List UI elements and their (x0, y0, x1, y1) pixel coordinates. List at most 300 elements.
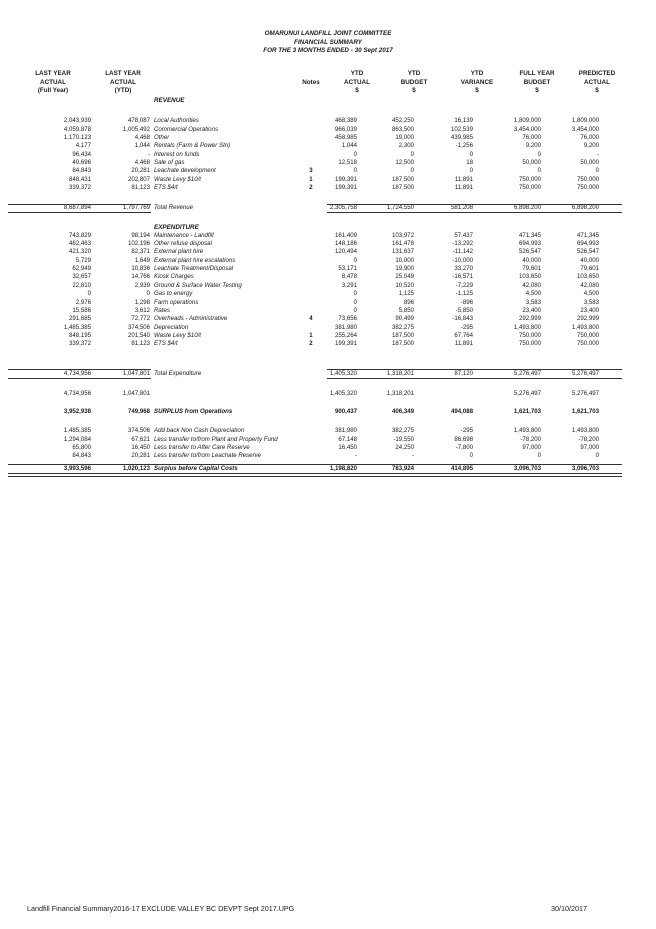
full-year-budget-cell: 0 (537, 452, 541, 460)
row-label: Less transfer to/from Plant and Property Fund (154, 435, 278, 443)
rule-expenditure-total-right (327, 378, 622, 379)
last-year-ytd-cell: 1,797,769 (122, 204, 150, 212)
predicted-actual-cell: 1,621,703 (571, 407, 599, 415)
revenue-row (0, 117, 656, 125)
last-year-full-cell: 40,696 (72, 159, 91, 167)
last-year-ytd-cell: 749,968 (127, 407, 150, 415)
ytd-actual-cell: 53,171 (338, 265, 357, 273)
predicted-actual-cell: 4,500 (583, 290, 599, 298)
predicted-actual-cell: 0 (595, 167, 599, 175)
rule-expenditure-subtotal-left (8, 369, 151, 370)
ytd-actual-cell: 1,198,820 (329, 465, 357, 473)
row-label: Leachate Treatment/Disposal (154, 265, 234, 273)
row-label: Less transfer to After Care Reserve (154, 443, 250, 451)
row-label: Ground & Surface Water Testing (154, 281, 242, 289)
predicted-actual-cell: 526,547 (576, 248, 599, 256)
last-year-ytd-cell: 1,020,123 (122, 465, 150, 473)
note-cell: 1 (309, 175, 313, 183)
last-year-full-cell: 4,734,956 (63, 369, 91, 377)
expenditure-row (0, 248, 656, 256)
ytd-actual-cell: 0 (353, 256, 357, 264)
last-year-full-cell: 96,434 (72, 150, 91, 158)
footer-date: 30/10/2017 (551, 904, 587, 913)
last-year-full-cell: 3,952,938 (63, 407, 91, 415)
col-header-line: BUDGET (523, 78, 551, 86)
predicted-actual-cell: 1,493,800 (571, 323, 599, 331)
last-year-full-cell: 8,687,894 (63, 204, 91, 212)
section-revenue: REVENUE (154, 97, 185, 104)
last-year-ytd-cell: 1,044 (134, 142, 150, 150)
revenue-row (0, 176, 656, 184)
ytd-variance-cell: -7,229 (455, 281, 473, 289)
ytd-budget-cell: 406,349 (391, 407, 414, 415)
ytd-actual-cell: 199,391 (334, 184, 357, 192)
row-label: Add back Non Cash Depreciation (154, 427, 245, 435)
full-year-budget-cell: 471,345 (518, 231, 541, 239)
row-label: External plant hire (154, 248, 204, 256)
last-year-ytd-cell: 1,047,801 (122, 369, 150, 377)
last-year-full-cell: 15,586 (72, 306, 91, 314)
full-year-budget-cell: 9,200 (525, 142, 541, 150)
total-expenditure-row (0, 370, 656, 378)
ytd-actual-cell: 3,291 (341, 281, 357, 289)
row-label: Depreciation (154, 323, 189, 331)
full-year-budget-cell: 3,096,703 (513, 465, 541, 473)
last-year-ytd-cell: 202,807 (127, 175, 150, 183)
expenditure-row (0, 240, 656, 248)
col-header-line: $ (412, 87, 416, 95)
col-header-line: (YTD) (114, 87, 132, 95)
last-year-full-cell: 2,043,939 (63, 117, 91, 125)
full-year-budget-cell: 750,000 (518, 175, 541, 183)
ytd-variance-cell: 57,437 (454, 231, 473, 239)
note-cell: 3 (309, 167, 313, 175)
ytd-variance-cell: 67,764 (454, 332, 473, 340)
col-header-ytd-actual (327, 70, 387, 96)
ytd-budget-cell: 90,499 (395, 315, 414, 323)
ytd-variance-cell: -1,256 (455, 142, 473, 150)
col-header-line: PREDICTED (578, 70, 616, 77)
note-cell: 4 (309, 315, 313, 323)
last-year-ytd-cell: 98,194 (131, 231, 150, 239)
adjustment-row (0, 452, 656, 460)
ytd-actual-cell: 966,039 (334, 125, 357, 133)
predicted-actual-cell: 42,080 (580, 281, 599, 289)
col-header-line: LAST YEAR (105, 70, 141, 77)
col-header-ytd-variance (444, 70, 510, 96)
ytd-actual-cell: 2,305,758 (329, 204, 357, 212)
row-label: Waste Levy $10/t (154, 332, 201, 340)
ytd-actual-cell: 0 (353, 167, 357, 175)
revenue-row (0, 126, 656, 134)
row-label: Gas to energy (154, 290, 193, 298)
row-label: Rentals (Farm & Power Stn) (154, 142, 231, 150)
ytd-variance-cell: 0 (469, 150, 473, 158)
row-label: ETS $4/t (154, 184, 178, 192)
predicted-actual-cell: 3,583 (583, 298, 599, 306)
ytd-budget-cell: 25,049 (395, 273, 414, 281)
row-label: Maintenance - Landfill (154, 231, 214, 239)
adjustment-row (0, 436, 656, 444)
expenditure-row (0, 257, 656, 265)
row-label: Other refuse disposal (154, 239, 212, 247)
ytd-actual-cell: 0 (353, 298, 357, 306)
predicted-actual-cell: 40,000 (580, 256, 599, 264)
col-header-line: ACTUAL (584, 78, 610, 86)
last-year-full-cell: 4,177 (75, 142, 91, 150)
col-header-line: $ (535, 87, 539, 95)
last-year-full-cell: 1,170,123 (63, 133, 91, 141)
revenue-row (0, 151, 656, 159)
predicted-actual-cell: 23,400 (580, 306, 599, 314)
last-year-ytd-cell: 1,298 (134, 298, 150, 306)
predicted-actual-cell: 750,000 (576, 175, 599, 183)
ytd-budget-cell: 10,520 (395, 281, 414, 289)
ytd-actual-cell: 458,985 (334, 133, 357, 141)
last-year-full-cell: 1,485,385 (63, 427, 91, 435)
ytd-variance-cell: -13,292 (452, 239, 473, 247)
ytd-budget-cell: 783,924 (391, 465, 414, 473)
ytd-budget-cell: 0 (410, 150, 414, 158)
last-year-full-cell: 84,843 (72, 167, 91, 175)
expenditure-row (0, 265, 656, 273)
last-year-full-cell: 4,059,878 (63, 125, 91, 133)
surplus-row (0, 408, 656, 416)
last-year-ytd-cell: 20,281 (131, 167, 150, 175)
last-year-full-cell: 22,810 (72, 281, 91, 289)
last-year-ytd-cell: 374,506 (127, 323, 150, 331)
ytd-variance-cell: 0 (469, 452, 473, 460)
row-label: SURPLUS from Operations (154, 407, 233, 415)
last-year-ytd-cell: 1,649 (134, 256, 150, 264)
last-year-ytd-cell: 201,540 (127, 332, 150, 340)
last-year-full-cell: 1,294,084 (63, 435, 91, 443)
ytd-actual-cell: 16,450 (338, 443, 357, 451)
expenditure-row (0, 340, 656, 348)
ytd-budget-cell: 1,125 (398, 290, 414, 298)
col-header-line: FULL YEAR (519, 70, 555, 77)
predicted-actual-cell: 103,650 (576, 273, 599, 281)
ytd-actual-cell: 1,405,320 (329, 389, 357, 397)
expenditure-row (0, 290, 656, 298)
last-year-full-cell: 0 (87, 290, 91, 298)
last-year-ytd-cell: 81,123 (131, 340, 150, 348)
revenue-row (0, 159, 656, 167)
expenditure-row (0, 324, 656, 332)
last-year-full-cell: 65,800 (72, 443, 91, 451)
last-year-full-cell: 84,843 (72, 452, 91, 460)
ytd-budget-cell: 382,275 (391, 323, 414, 331)
full-year-budget-cell: 6,898,200 (513, 204, 541, 212)
rule-expenditure-total-left (8, 378, 151, 379)
col-header-line: $ (595, 87, 599, 95)
last-year-full-cell: 421,320 (68, 248, 91, 256)
last-year-ytd-cell: 67,621 (131, 435, 150, 443)
last-year-full-cell: 32,657 (72, 273, 91, 281)
predicted-actual-cell: - (596, 150, 599, 158)
predicted-actual-cell: 694,993 (576, 239, 599, 247)
expenditure-row (0, 282, 656, 290)
expenditure-summary-row (0, 390, 656, 398)
predicted-actual-cell: 9,200 (583, 142, 599, 150)
col-header-line: VARIANCE (460, 78, 494, 86)
last-year-ytd-cell: 374,506 (127, 427, 150, 435)
section-expenditure: EXPENDITURE (154, 223, 199, 231)
predicted-actual-cell: -78,200 (578, 435, 599, 443)
ytd-budget-cell: 452,250 (391, 117, 414, 125)
ytd-variance-cell: 0 (469, 167, 473, 175)
col-header-line: YTD (350, 70, 364, 77)
ytd-variance-cell: 33,270 (454, 265, 473, 273)
full-year-budget-cell: 103,650 (518, 273, 541, 281)
ytd-variance-cell: 11,891 (454, 184, 473, 192)
note-cell: 2 (309, 340, 313, 348)
revenue-row (0, 142, 656, 150)
ytd-actual-cell: 8,478 (341, 273, 357, 281)
revenue-row (0, 134, 656, 142)
full-year-budget-cell: 5,276,497 (513, 389, 541, 397)
last-year-ytd-cell: 20,281 (131, 452, 150, 460)
full-year-budget-cell: -78,200 (520, 435, 541, 443)
col-header-line: LAST YEAR (35, 70, 71, 77)
predicted-actual-cell: 292,999 (576, 315, 599, 323)
ytd-budget-cell: 19,000 (395, 133, 414, 141)
predicted-actual-cell: 750,000 (576, 332, 599, 340)
last-year-ytd-cell: - (147, 150, 150, 158)
last-year-ytd-cell: 1,047,801 (122, 389, 150, 397)
ytd-budget-cell: 19,900 (395, 265, 414, 273)
ytd-budget-cell: 187,500 (391, 184, 414, 192)
ytd-budget-cell: 161,478 (391, 239, 414, 247)
last-year-ytd-cell: 16,450 (131, 443, 150, 451)
row-label: Sale of gas (154, 159, 185, 167)
ytd-variance-cell: -896 (460, 298, 473, 306)
predicted-actual-cell: 5,276,497 (571, 389, 599, 397)
predicted-actual-cell: 750,000 (576, 184, 599, 192)
row-label: Other (154, 133, 170, 141)
ytd-budget-cell: 0 (410, 167, 414, 175)
ytd-actual-cell: 199,391 (334, 175, 357, 183)
row-label: Kiosk Charges (154, 273, 194, 281)
ytd-actual-cell: 0 (353, 150, 357, 158)
report-title-org: OMARUNUI LANDFILL JOINT COMMITTEE (264, 30, 392, 37)
col-header-line: ACTUAL (40, 78, 66, 86)
last-year-ytd-cell: 81,123 (131, 184, 150, 192)
ytd-variance-cell: -10,000 (452, 256, 473, 264)
rule-revenue-total-right (327, 212, 622, 213)
full-year-budget-cell: 4,500 (525, 290, 541, 298)
rule-revenue-total-left (8, 212, 151, 213)
predicted-actual-cell: 3,454,000 (571, 125, 599, 133)
ytd-actual-cell: 148,186 (334, 239, 357, 247)
full-year-budget-cell: 50,000 (522, 159, 541, 167)
col-header-full-year-budget (504, 70, 570, 96)
ytd-actual-cell: - (354, 452, 357, 460)
full-year-budget-cell: 694,993 (518, 239, 541, 247)
ytd-actual-cell: 1,044 (341, 142, 357, 150)
ytd-actual-cell: 161,409 (334, 231, 357, 239)
ytd-variance-cell: -295 (460, 323, 473, 331)
last-year-ytd-cell: 10,836 (131, 265, 150, 273)
col-header-last-year-ytd (92, 70, 154, 96)
last-year-full-cell: 291,685 (68, 315, 91, 323)
report-title-type: FINANCIAL SUMMARY (294, 38, 362, 46)
row-label: Farm operations (154, 298, 199, 306)
row-label: Commercial Operations (154, 125, 219, 133)
ytd-budget-cell: 187,500 (391, 175, 414, 183)
last-year-full-cell: 1,485,385 (63, 323, 91, 331)
predicted-actual-cell: 471,345 (576, 231, 599, 239)
ytd-actual-cell: 0 (353, 290, 357, 298)
ytd-actual-cell: 199,391 (334, 340, 357, 348)
full-year-budget-cell: 750,000 (518, 184, 541, 192)
last-year-ytd-cell: 3,612 (134, 306, 150, 314)
full-year-budget-cell: 3,454,000 (513, 125, 541, 133)
full-year-budget-cell: 750,000 (518, 332, 541, 340)
col-header-line: BUDGET (400, 78, 428, 86)
full-year-budget-cell: 292,999 (518, 315, 541, 323)
predicted-actual-cell: 1,809,000 (571, 117, 599, 125)
predicted-actual-cell: 97,000 (580, 443, 599, 451)
full-year-budget-cell: 1,493,800 (513, 323, 541, 331)
ytd-budget-cell: 382,275 (391, 427, 414, 435)
predicted-actual-cell: 750,000 (576, 340, 599, 348)
ytd-budget-cell: 24,250 (395, 443, 414, 451)
row-label: Interest on funds (154, 150, 200, 158)
adjustment-row (0, 444, 656, 452)
ytd-budget-cell: -19,550 (393, 435, 414, 443)
full-year-budget-cell: 79,601 (522, 265, 541, 273)
predicted-actual-cell: 79,601 (580, 265, 599, 273)
last-year-full-cell: 3,993,596 (63, 465, 91, 473)
ytd-actual-cell: 381,980 (334, 427, 357, 435)
ytd-actual-cell: 73,656 (338, 315, 357, 323)
ytd-budget-cell: 1,318,201 (386, 369, 414, 377)
rule-final-subtotal (8, 464, 622, 465)
predicted-actual-cell: 5,276,497 (571, 369, 599, 377)
last-year-full-cell: 5,729 (75, 256, 91, 264)
row-label: Rates (154, 306, 170, 314)
full-year-budget-cell: 1,621,703 (513, 407, 541, 415)
ytd-budget-cell: 896 (403, 298, 414, 306)
predicted-actual-cell: 50,000 (580, 159, 599, 167)
row-label: Total Revenue (154, 204, 194, 212)
last-year-ytd-cell: 102,196 (127, 239, 150, 247)
ytd-budget-cell: 12,500 (395, 159, 414, 167)
predicted-actual-cell: 0 (595, 452, 599, 460)
rule-revenue-subtotal-left (8, 204, 151, 205)
ytd-budget-cell: 863,500 (391, 125, 414, 133)
ytd-actual-cell: 900,437 (334, 407, 357, 415)
last-year-ytd-cell: 72,772 (131, 315, 150, 323)
col-header-line: $ (475, 87, 479, 95)
expenditure-row (0, 332, 656, 340)
ytd-variance-cell: 581,208 (450, 204, 473, 212)
expenditure-row (0, 299, 656, 307)
total-revenue-row (0, 204, 656, 212)
ytd-actual-cell: 12,518 (338, 159, 357, 167)
last-year-full-cell: 339,372 (68, 340, 91, 348)
expenditure-row (0, 232, 656, 240)
last-year-full-cell: 462,463 (68, 239, 91, 247)
last-year-ytd-cell: 1,005,492 (122, 125, 150, 133)
rule-expenditure-subtotal-right (327, 369, 622, 370)
ytd-actual-cell: 1,405,320 (329, 369, 357, 377)
col-header-line: YTD (407, 70, 421, 77)
last-year-ytd-cell: 2,939 (134, 281, 150, 289)
full-year-budget-cell: 1,809,000 (513, 117, 541, 125)
ytd-budget-cell: 10,000 (395, 256, 414, 264)
last-year-full-cell: 743,829 (68, 231, 91, 239)
ytd-variance-cell: 102,539 (450, 125, 473, 133)
ytd-budget-cell: 103,972 (391, 231, 414, 239)
predicted-actual-cell: 3,096,703 (571, 465, 599, 473)
last-year-ytd-cell: 14,766 (131, 273, 150, 281)
full-year-budget-cell: 750,000 (518, 340, 541, 348)
ytd-variance-cell: -295 (460, 427, 473, 435)
ytd-variance-cell: 439,985 (450, 133, 473, 141)
full-year-budget-cell: 42,080 (522, 281, 541, 289)
full-year-budget-cell: 97,000 (522, 443, 541, 451)
last-year-full-cell: 2,976 (75, 298, 91, 306)
full-year-budget-cell: 3,583 (525, 298, 541, 306)
row-label: Less transfer to/from Leachate Reserve (154, 452, 262, 460)
last-year-full-cell: 848,195 (68, 332, 91, 340)
last-year-ytd-cell: 82,371 (131, 248, 150, 256)
predicted-actual-cell: 1,493,800 (571, 427, 599, 435)
revenue-row (0, 167, 656, 175)
last-year-ytd-cell: 4,468 (134, 133, 150, 141)
col-header-line: ACTUAL (110, 78, 136, 86)
ytd-variance-cell: -1,125 (455, 290, 473, 298)
predicted-actual-cell: 76,000 (580, 133, 599, 141)
ytd-variance-cell: -16,843 (452, 315, 473, 323)
last-year-full-cell: 4,734,956 (63, 389, 91, 397)
col-header-ytd-budget (384, 70, 444, 96)
full-year-budget-cell: 526,547 (518, 248, 541, 256)
ytd-actual-cell: 0 (353, 306, 357, 314)
col-header-line: (Full Year) (37, 87, 69, 95)
row-label: External plant hire escalations (154, 256, 236, 264)
row-label: Total Expenditure (154, 369, 202, 377)
predicted-actual-cell: 6,898,200 (571, 204, 599, 212)
ytd-actual-cell: 468,389 (334, 117, 357, 125)
note-cell: 2 (309, 184, 313, 192)
full-year-budget-cell: 0 (537, 150, 541, 158)
expenditure-row (0, 315, 656, 323)
ytd-variance-cell: -7,800 (455, 443, 473, 451)
ytd-budget-cell: 5,850 (398, 306, 414, 314)
ytd-variance-cell: -11,142 (452, 248, 473, 256)
ytd-budget-cell: 1,318,201 (386, 389, 414, 397)
col-header-line: ACTUAL (344, 78, 370, 86)
ytd-budget-cell: 1,724,550 (386, 204, 414, 212)
ytd-budget-cell: 187,500 (391, 332, 414, 340)
ytd-variance-cell: 86,698 (454, 435, 473, 443)
expenditure-row (0, 273, 656, 281)
revenue-row (0, 184, 656, 192)
ytd-actual-cell: 255,264 (334, 332, 357, 340)
ytd-variance-cell: 16,139 (454, 117, 473, 125)
adjustment-row (0, 427, 656, 435)
full-year-budget-cell: 23,400 (522, 306, 541, 314)
full-year-budget-cell: 5,276,497 (513, 369, 541, 377)
last-year-full-cell: 339,372 (68, 184, 91, 192)
last-year-ytd-cell: 478,087 (127, 117, 150, 125)
ytd-variance-cell: -5,850 (455, 306, 473, 314)
col-header-predicted-actual (564, 70, 630, 96)
ytd-budget-cell: - (411, 452, 414, 460)
